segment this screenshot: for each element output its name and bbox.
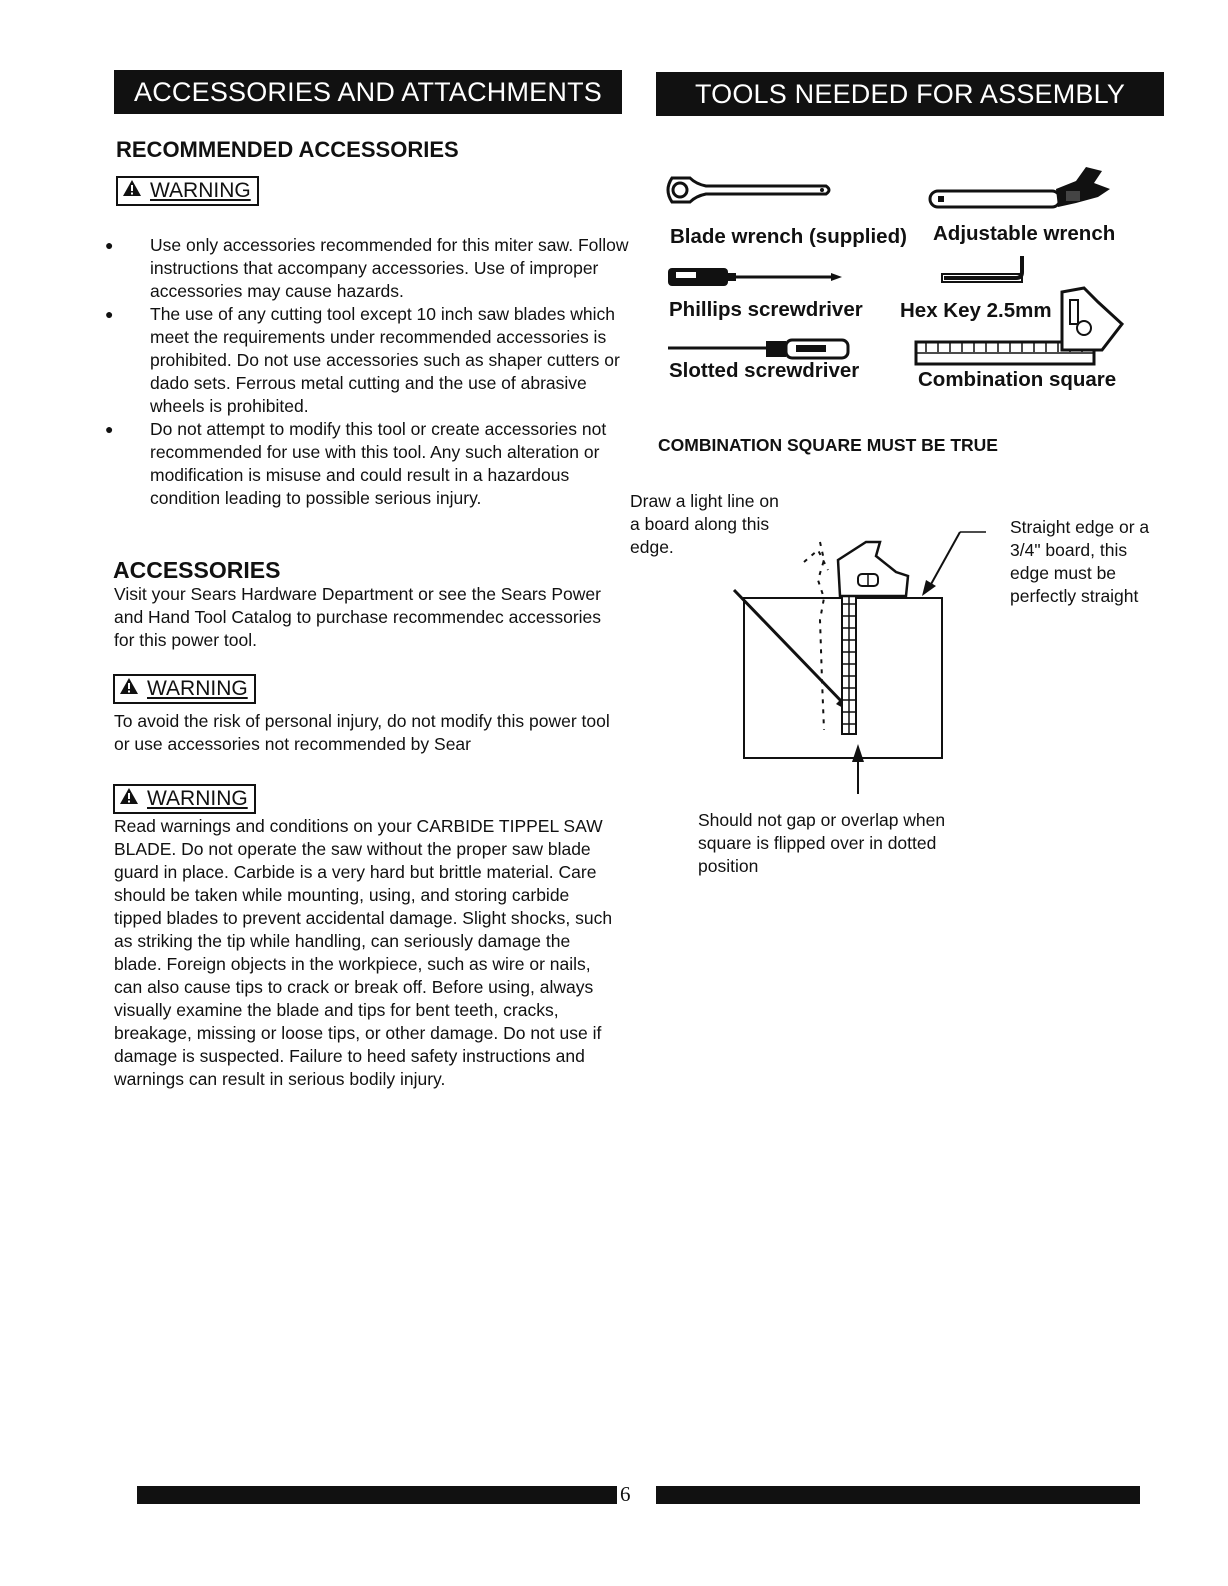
phillips-screwdriver-label: Phillips screwdriver bbox=[669, 298, 863, 321]
warning-triangle-icon bbox=[119, 677, 139, 695]
phillips-screwdriver-icon bbox=[666, 264, 846, 290]
slotted-screwdriver-icon bbox=[666, 338, 876, 360]
warning-label: WARNING bbox=[150, 179, 251, 202]
page-number: 6 bbox=[620, 1482, 631, 1506]
draw-line-note: Draw a light line on a board along this edge. bbox=[630, 491, 779, 557]
warning-box-1 bbox=[116, 176, 259, 206]
combination-square-title: COMBINATION SQUARE MUST BE TRUE bbox=[658, 435, 998, 455]
blade-wrench-label: Blade wrench (supplied) bbox=[670, 225, 907, 248]
warning-label: WARNING bbox=[147, 677, 248, 700]
warning-2-text: To avoid the risk of personal injury, do not modify this power tool or use accessories not recommended by Sear bbox=[114, 711, 610, 754]
recommended-bullet-list bbox=[100, 234, 630, 510]
warning-3-text: Read warnings and conditions on your CARBIDE TIPPEL SAW BLADE. Do not operate the saw without the proper saw blade guard in place. Carbide is a very hard but brittle material. Care should be taken while mounting, using, and storing carbide tipped blades to prevent accidental damage. Slight shocks, such as striking the tip while handling, can seriously damage the blade. Foreign objects in the workpiece, such as wire or nails, can also cause tips to crack or break off. Before using, always visually examine the blade and tips for bent teeth, cracks, breakage, missing or loose tips, or other damage. Do not use if damage is suspected. Failure to heed safety instructions and warnings can result in serious bodily injury. bbox=[114, 816, 613, 1089]
tools-header: TOOLS NEEDED FOR ASSEMBLY bbox=[656, 72, 1164, 116]
warning-triangle-icon bbox=[122, 179, 142, 197]
combination-square-icon bbox=[912, 284, 1132, 368]
adjustable-wrench-label: Adjustable wrench bbox=[933, 222, 1116, 245]
adjustable-wrench-icon bbox=[926, 163, 1116, 213]
accessories-header: ACCESSORIES AND ATTACHMENTS bbox=[114, 70, 622, 114]
blade-wrench-icon bbox=[666, 170, 836, 210]
bullet-item: ● Do not attempt to modify this tool or create accessories not recommended for use with this tool. Any such alteration or modification is misuse and could result in a hazardous condition leading to possible serious injury. bbox=[100, 418, 630, 510]
warning-triangle-icon bbox=[119, 787, 139, 805]
hex-key-label: Hex Key 2.5mm bbox=[900, 299, 1052, 322]
straight-edge-note: Straight edge or a 3/4" board, this edge must be perfectly straight bbox=[1010, 517, 1150, 606]
warning-box-3 bbox=[113, 784, 256, 814]
footer-bar-left bbox=[137, 1486, 617, 1504]
gap-overlap-note: Should not gap or overlap when square is flipped over in dotted position bbox=[698, 810, 946, 876]
warning-box-2 bbox=[113, 674, 256, 704]
combination-square-label: Combination square bbox=[918, 368, 1117, 391]
square-diagram bbox=[720, 520, 1010, 800]
accessories-title: ACCESSORIES bbox=[113, 557, 281, 583]
accessories-text: Visit your Sears Hardware Department or see the Sears Power and Hand Tool Catalog to purchase recommendec accessories for this power tool. bbox=[114, 584, 602, 650]
bullet-item: ● Use only accessories recommended for this miter saw. Follow instructions that accompany accessories. Use of improper accessories may cause hazards. bbox=[100, 234, 630, 303]
bullet-item: ● The use of any cutting tool except 10 inch saw blades which meet the requirements under recommended accessories is prohibited. Do not use accessories such as shaper cutters or dado sets. Ferrous metal cutting and the use of abrasive wheels is prohibited. bbox=[100, 303, 630, 418]
warning-label: WARNING bbox=[147, 787, 248, 810]
slotted-screwdriver-label: Slotted screwdriver bbox=[669, 359, 860, 382]
footer-bar-right bbox=[656, 1486, 1140, 1504]
recommended-accessories-title: RECOMMENDED ACCESSORIES bbox=[116, 137, 459, 162]
hex-key-icon bbox=[940, 252, 1030, 288]
